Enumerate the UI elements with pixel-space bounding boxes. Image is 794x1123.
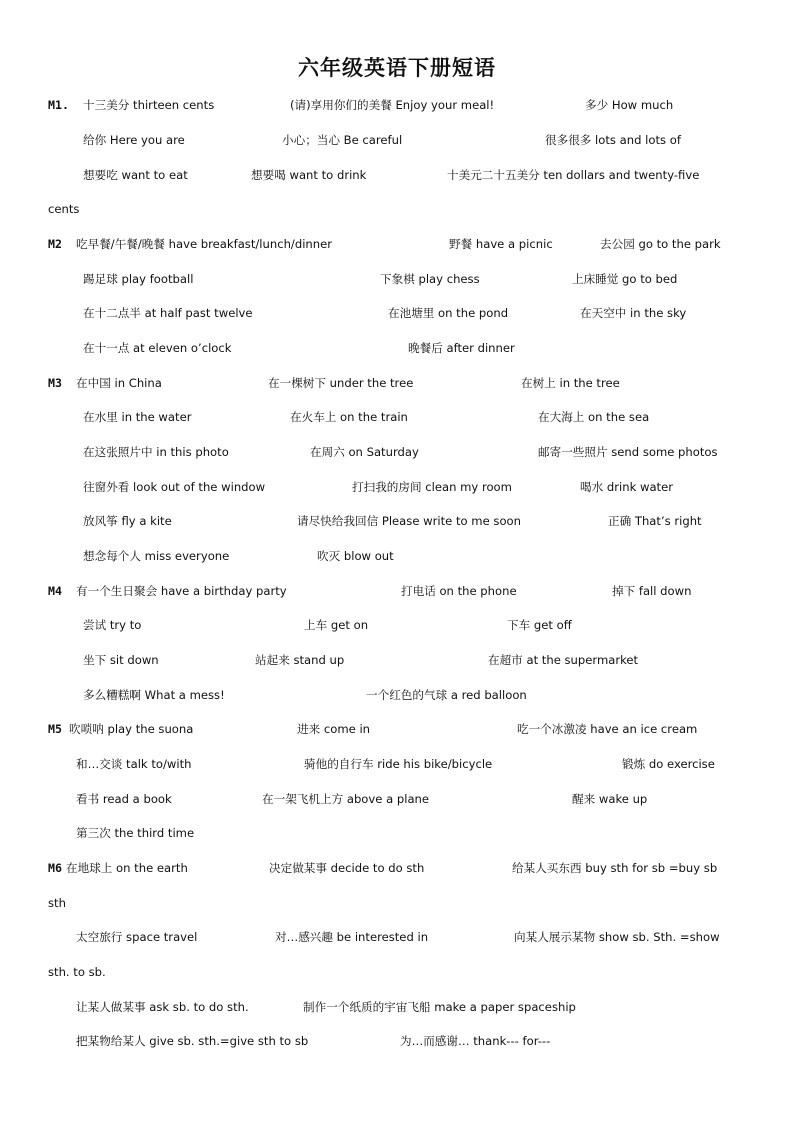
phrase-item: 打电话 on the phone xyxy=(401,584,517,598)
phrase-item: 让某人做某事 ask sb. to do sth. xyxy=(76,1000,249,1014)
phrase-item: cents xyxy=(48,202,80,216)
phrase-item: 吹灭 blow out xyxy=(317,549,394,563)
phrase-item: 醒来 wake up xyxy=(572,792,648,806)
phrase-line xyxy=(0,129,794,151)
phrase-item: 对…感兴趣 be interested in xyxy=(275,930,429,944)
phrase-item: 在大海上 on the sea xyxy=(538,410,650,424)
phrase-line xyxy=(0,857,794,879)
phrase-item: 在十一点 at eleven o’clock xyxy=(83,341,232,355)
phrase-item: 在十二点半 at half past twelve xyxy=(83,306,253,320)
phrase-item: 锻炼 do exercise xyxy=(622,757,715,771)
phrase-item: 喝水 drink water xyxy=(580,480,673,494)
phrase-item: 放风筝 fly a kite xyxy=(83,514,172,528)
phrase-item: 进来 come in xyxy=(297,722,371,736)
phrase-line xyxy=(0,649,794,671)
phrase-item: 太空旅行 space travel xyxy=(76,930,198,944)
module-label: M6 xyxy=(48,861,62,875)
phrase-line xyxy=(0,476,794,498)
phrase-line xyxy=(0,1030,794,1052)
phrase-item: 给你 Here you are xyxy=(83,133,185,147)
phrase-item: 制作一个纸质的宇宙飞船 make a paper spaceship xyxy=(303,1000,576,1014)
phrase-line xyxy=(0,372,794,394)
phrase-item: 去公园 go to the park xyxy=(600,237,721,251)
phrase-line xyxy=(0,926,794,948)
phrase-item: 上床睡觉 go to bed xyxy=(572,272,678,286)
phrase-item: 为…而感谢… thank--- for--- xyxy=(400,1034,551,1048)
phrase-item: 打扫我的房间 clean my room xyxy=(352,480,512,494)
phrase-item: 第三次 the third time xyxy=(76,826,195,840)
module-label: M2 xyxy=(48,237,62,251)
phrase-line xyxy=(0,233,794,255)
phrase-item: 想要喝 want to drink xyxy=(251,168,367,182)
phrase-item: 给某人买东西 buy sth for sb =buy sb xyxy=(512,861,718,875)
phrase-item: 晚餐后 after dinner xyxy=(408,341,515,355)
phrase-item: 十美元二十五美分 ten dollars and twenty-five xyxy=(447,168,700,182)
module-label: M4 xyxy=(48,584,62,598)
phrase-item: 掉下 fall down xyxy=(612,584,692,598)
phrase-item: 野餐 have a picnic xyxy=(449,237,553,251)
phrase-item: 吃早餐/午餐/晚餐 have breakfast/lunch/dinner xyxy=(76,237,333,251)
phrase-item: 把某物给某人 give sb. sth.=give sth to sb xyxy=(76,1034,309,1048)
phrase-item: 有一个生日聚会 have a birthday party xyxy=(76,584,287,598)
phrase-item: 站起来 stand up xyxy=(255,653,345,667)
page-title: 六年级英语下册短语 xyxy=(298,55,496,80)
phrase-item: 上车 get on xyxy=(304,618,369,632)
phrase-line xyxy=(0,580,794,602)
phrase-line xyxy=(0,198,794,220)
phrase-item: 在超市 at the supermarket xyxy=(488,653,639,667)
phrase-item: 和…交谈 talk to/with xyxy=(76,757,192,771)
phrase-item: 在中国 in China xyxy=(76,376,162,390)
phrase-line xyxy=(0,892,794,914)
phrase-line xyxy=(0,961,794,983)
phrase-item: 在地球上 on the earth xyxy=(66,861,188,875)
phrase-line xyxy=(0,302,794,324)
phrase-line xyxy=(0,788,794,810)
phrase-line xyxy=(0,718,794,740)
phrase-item: 往窗外看 look out of the window xyxy=(83,480,266,494)
phrase-item: 在池塘里 on the pond xyxy=(388,306,509,320)
phrase-item: 多么糟糕啊 What a mess! xyxy=(83,688,225,702)
phrase-item: 在树上 in the tree xyxy=(521,376,620,390)
phrase-item: 看书 read a book xyxy=(76,792,172,806)
phrase-line xyxy=(0,441,794,463)
module-label: M5 xyxy=(48,722,62,736)
phrase-line xyxy=(0,614,794,636)
phrase-item: 在这张照片中 in this photo xyxy=(83,445,229,459)
phrase-item: (请)享用你们的美餐 Enjoy your meal! xyxy=(290,98,495,112)
phrase-item: 下车 get off xyxy=(507,618,572,632)
phrase-item: 坐下 sit down xyxy=(83,653,159,667)
phrase-item: 向某人展示某物 show sb. Sth. =show xyxy=(514,930,720,944)
phrase-item: 在一架飞机上方 above a plane xyxy=(262,792,430,806)
phrase-item: sth. to sb. xyxy=(48,965,106,979)
module-label: M3 xyxy=(48,376,62,390)
phrase-line xyxy=(0,684,794,706)
phrase-line xyxy=(0,268,794,290)
phrase-line xyxy=(0,996,794,1018)
phrase-item: 骑他的自行车 ride his bike/bicycle xyxy=(304,757,493,771)
phrase-item: 在一棵树下 under the tree xyxy=(268,376,414,390)
phrase-item: 一个红色的气球 a red balloon xyxy=(366,688,527,702)
phrase-item: 邮寄一些照片 send some photos xyxy=(538,445,718,459)
phrase-item: 想要吃 want to eat xyxy=(83,168,188,182)
phrase-item: 小心；当心 Be careful xyxy=(282,133,403,147)
phrase-line xyxy=(0,94,794,116)
phrase-item: 正确 That’s right xyxy=(608,514,702,528)
phrase-line xyxy=(0,753,794,775)
phrase-line xyxy=(0,510,794,532)
phrase-line xyxy=(0,406,794,428)
phrase-line xyxy=(0,545,794,567)
phrase-item: 在周六 on Saturday xyxy=(310,445,419,459)
phrase-line xyxy=(0,337,794,359)
phrase-item: 在天空中 in the sky xyxy=(580,306,687,320)
phrase-item: sth xyxy=(48,896,66,910)
phrase-item: 多少 How much xyxy=(585,98,674,112)
phrase-item: 请尽快给我回信 Please write to me soon xyxy=(297,514,521,528)
module-label: M1. xyxy=(48,98,69,112)
phrase-item: 决定做某事 decide to do sth xyxy=(269,861,425,875)
phrase-item: 下象棋 play chess xyxy=(380,272,480,286)
phrase-item: 踢足球 play football xyxy=(83,272,194,286)
phrase-item: 在火车上 on the train xyxy=(290,410,408,424)
phrase-item: 想念每个人 miss everyone xyxy=(83,549,230,563)
phrase-line xyxy=(0,164,794,186)
phrase-item: 很多很多 lots and lots of xyxy=(545,133,681,147)
phrase-item: 十三美分 thirteen cents xyxy=(83,98,215,112)
phrase-line xyxy=(0,822,794,844)
phrase-item: 尝试 try to xyxy=(83,618,142,632)
phrase-item: 吹唢呐 play the suona xyxy=(69,722,194,736)
phrase-item: 吃一个冰激凌 have an ice cream xyxy=(517,722,698,736)
phrase-item: 在水里 in the water xyxy=(83,410,192,424)
